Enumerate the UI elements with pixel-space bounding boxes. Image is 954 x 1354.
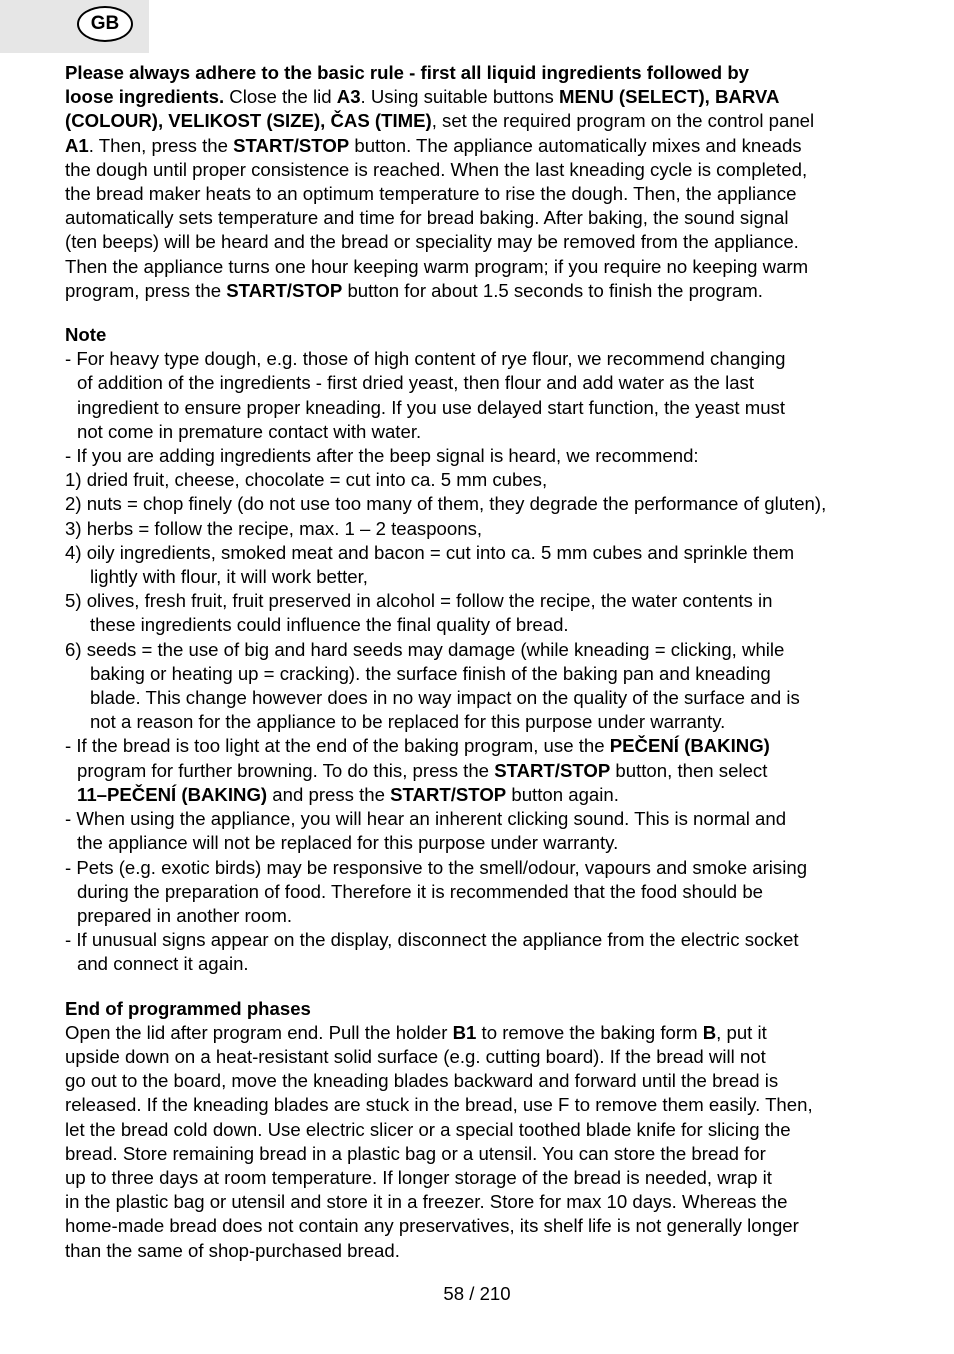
text-line [65,347,905,371]
text-line [65,662,905,686]
text-line [65,759,905,783]
text-line [65,182,905,206]
manual-text [65,61,905,1263]
text-run: (ten beeps) will be heard and the bread or speciality may be removed from the appliance. [65,231,799,253]
text-line [65,565,905,589]
text-run: not come in premature contact with water. [77,420,422,442]
text-line [65,589,905,613]
text-line [65,686,905,710]
language-badge: GB [77,6,133,42]
text-run: bread. Store remaining bread in a plastic bag or a utensil. You can store the bread for [65,1142,766,1164]
text-run: program, press the [65,279,227,301]
bold-run: 11–PEČENÍ (BAKING) [77,783,268,805]
text-line [65,1166,905,1190]
text-line [65,541,905,565]
bold-run: A1 [65,134,89,156]
paragraph-gap [65,977,905,997]
text-line [65,710,905,734]
text-run: , put it [716,1021,767,1043]
text-line [65,831,905,855]
text-run: and press the [267,783,391,805]
bold-run: START/STOP [226,279,343,301]
text-line [65,952,905,976]
text-run: let the bread cold down. Use electric slicer or a special toothed blade knife for slicing the [65,1118,791,1140]
text-line [65,880,905,904]
text-line [65,158,905,182]
text-line [65,807,905,831]
text-run: lightly with flour, it will work better, [90,566,368,588]
text-run: . Using suitable buttons [360,86,559,108]
bold-run: loose ingredients. [65,86,225,108]
note-list [65,347,905,976]
text-line [65,255,905,279]
text-line [65,1142,905,1166]
text-line [65,134,905,158]
text-run: the bread maker heats to an optimum temperature to rise the dough. Then, the appliance [65,183,797,205]
text-run: button for about 1.5 seconds to finish the program. [342,279,763,301]
text-run: home-made bread does not contain any preservatives, its shelf life is not generally longer [65,1215,799,1237]
text-run: the appliance will not be replaced for this purpose under warranty. [77,832,619,854]
text-run: 4) oily ingredients, smoked meat and bacon = cut into ca. 5 mm cubes and sprinkle them [65,541,795,563]
text-run: baking or heating up = cracking). the surface finish of the baking pan and kneading [90,662,771,684]
text-line [65,904,905,928]
text-run: 6) seeds = the use of big and hard seeds may damage (while kneading = clicking, while [65,638,785,660]
text-run: button, then select [610,759,768,781]
text-run: - If you are adding ingredients after the beep signal is heard, we recommend: [65,445,699,467]
text-run: released. If the kneading blades are stuck in the bread, use F to remove them easily. Then, [65,1094,813,1116]
text-run: 2) nuts = chop finely (do not use too many of them, they degrade the performance of gluten), [65,493,827,515]
bold-run: A3 [336,86,361,108]
text-run: button again. [506,783,619,805]
bold-run: MENU (SELECT), BARVA [559,86,780,108]
bold-run: START/STOP [390,783,507,805]
bold-run: START/STOP [494,759,611,781]
text-run: - If unusual signs appear on the display, disconnect the appliance from the electric socket [65,929,799,951]
text-run: upside down on a heat-resistant solid surface (e.g. cutting board). If the bread will not [65,1045,766,1067]
text-run: not a reason for the appliance to be replaced for this purpose under warranty. [90,711,726,733]
end-phases-heading: End of programmed phases [65,997,311,1019]
text-line [65,517,905,541]
intro-paragraph [65,61,905,303]
text-line [65,1045,905,1069]
text-line [65,1069,905,1093]
current-page: 58 [443,1283,465,1304]
end-phases-paragraph [65,1021,905,1263]
bold-run: B1 [452,1021,477,1043]
text-run: 5) olives, fresh fruit, fruit preserved in alcohol = follow the recipe, the water contents in [65,590,773,612]
text-line [65,468,905,492]
bold-run: B [702,1021,717,1043]
text-line [65,1093,905,1117]
text-run: during the preparation of food. Therefore it is recommended that the food should be [77,880,763,902]
text-line [65,1190,905,1214]
text-line [65,396,905,420]
text-run: in the plastic bag or utensil and store it in a freezer. Store for max 10 days. Whereas the [65,1191,788,1213]
bold-run: START/STOP [233,134,350,156]
text-run: button. The appliance automatically mixes and kneads [349,134,802,156]
bold-run: PEČENÍ (BAKING) [609,735,770,757]
text-line [65,1118,905,1142]
page-number [0,1283,954,1305]
text-run: go out to the board, move the kneading blades backward and forward until the bread is [65,1070,779,1092]
text-run: - For heavy type dough, e.g. those of high content of rye flour, we recommend changing [65,348,786,370]
text-line [65,85,905,109]
text-line [65,61,905,85]
text-run: . Then, press the [88,134,234,156]
text-run: ingredient to ensure proper kneading. If you use delayed start function, the yeast must [77,396,786,418]
text-line [65,279,905,303]
text-line [65,492,905,516]
text-line [65,206,905,230]
text-run: 3) herbs = follow the recipe, max. 1 – 2 teaspoons, [65,517,483,539]
text-run: - When using the appliance, you will hear an inherent clicking sound. This is normal and [65,808,787,830]
text-run: the dough until proper consistence is reached. When the last kneading cycle is completed, [65,158,808,180]
text-line [65,371,905,395]
text-run: program for further browning. To do this, press the [77,759,495,781]
text-run: than the same of shop-purchased bread. [65,1239,400,1261]
text-run: and connect it again. [77,953,249,975]
text-run: prepared in another room. [77,904,292,926]
text-line [65,109,905,133]
text-line [65,928,905,952]
text-run: automatically sets temperature and time for bread baking. After baking, the sound signal [65,207,789,229]
text-run: Then the appliance turns one hour keeping warm program; if you require no keeping warm [65,255,809,277]
language-tab [0,0,149,53]
text-line [65,734,905,758]
text-run: up to three days at room temperature. If longer storage of the bread is needed, wrap it [65,1166,772,1188]
text-line [65,230,905,254]
text-line [65,420,905,444]
text-line [65,1239,905,1263]
text-run: - Pets (e.g. exotic birds) may be responsive to the smell/odour, vapours and smoke arising [65,856,808,878]
total-pages: / 210 [464,1283,511,1304]
text-line [65,1021,905,1045]
text-line [65,638,905,662]
text-line [65,613,905,637]
text-run: 1) dried fruit, cheese, chocolate = cut into ca. 5 mm cubes, [65,469,548,491]
text-line [65,1214,905,1238]
text-run: blade. This change however does in no way impact on the quality of the surface and is [90,687,800,709]
paragraph-gap [65,303,905,323]
text-line [65,783,905,807]
text-run: , set the required program on the control panel [431,110,815,132]
text-run: these ingredients could influence the final quality of bread. [90,614,569,636]
text-run: Open the lid after program end. Pull the holder [65,1021,453,1043]
bold-run: (COLOUR), VELIKOST (SIZE), ČAS (TIME) [65,110,432,132]
note-heading: Note [65,324,107,346]
text-run: Close the lid [224,86,337,108]
text-run: - If the bread is too light at the end of the baking program, use the [65,735,610,757]
text-line [65,444,905,468]
bold-run: Please always adhere to the basic rule - first all liquid ingredients followed by [65,62,750,83]
text-run: of addition of the ingredients - first dried yeast, then flour and add water as the last [77,372,755,394]
text-run: to remove the baking form [476,1021,703,1043]
text-line [65,856,905,880]
